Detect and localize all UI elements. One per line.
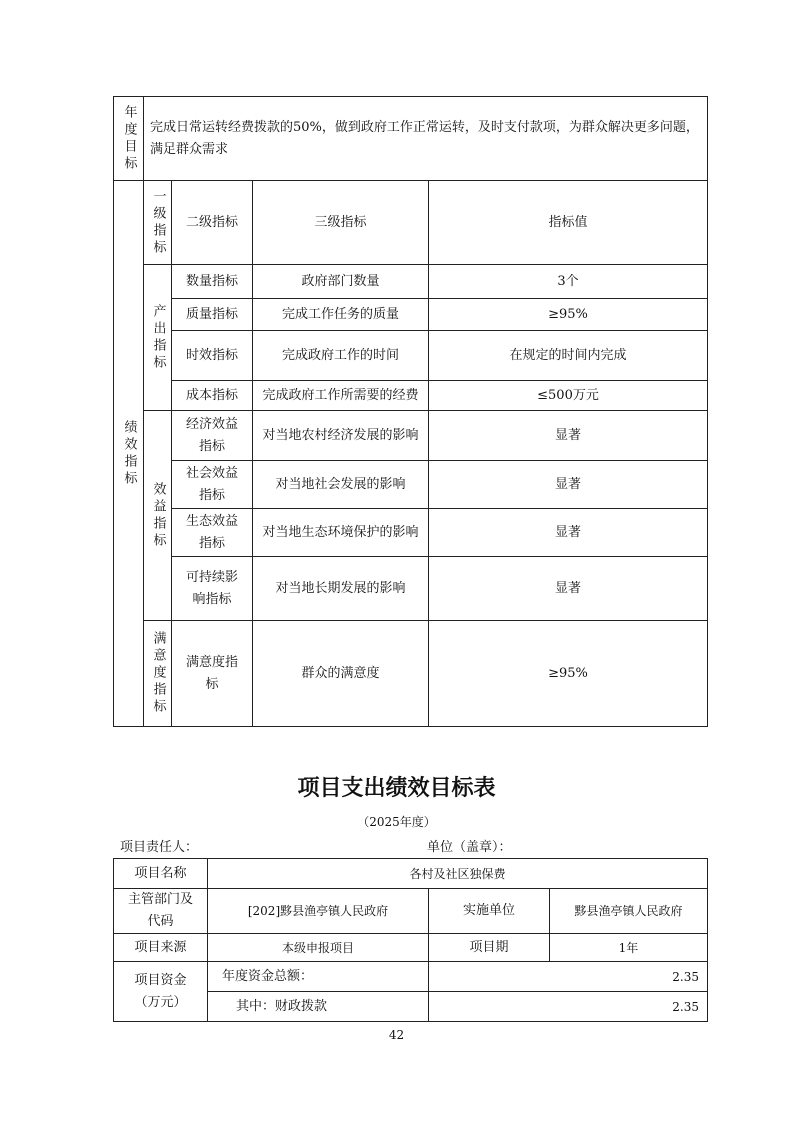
impl-value-text: 黟县渔亭镇人民政府 xyxy=(574,904,683,918)
period-label-text: 项目期 xyxy=(469,939,509,955)
benefit-row-4-l2-text: 可持续影响指标 xyxy=(185,569,238,607)
benefit-indicator-label xyxy=(143,410,172,621)
period-value xyxy=(549,933,708,962)
page-number: 42 xyxy=(388,1028,405,1042)
benefit-row-1-l3 xyxy=(252,410,429,461)
project-name-value-text: 各村及社区独保费 xyxy=(409,866,506,881)
benefit-row-4-value xyxy=(428,556,708,621)
header-level1 xyxy=(143,180,172,265)
output-row-4-l3 xyxy=(252,380,429,411)
benefit-row-4-value-text: 显著 xyxy=(554,580,581,596)
satisfaction-row-l3 xyxy=(252,620,429,727)
output-row-2-l2 xyxy=(171,298,253,331)
fiscal-label-text: 其中：财政拨款 xyxy=(236,998,328,1014)
annual-value-text: 2.35 xyxy=(672,969,699,984)
year-goal-content: 完成日常运转经费拨款的50%，做到政府工作正常运转，及时支付款项，为群众解决更多问题，满足群众需求 xyxy=(150,119,699,157)
impl-label-text: 实施单位 xyxy=(462,903,515,918)
project-name-label-text: 项目名称 xyxy=(134,865,187,881)
section-title: 项目支出绩效目标表 xyxy=(297,776,496,801)
benefit-row-2-value-text: 显著 xyxy=(554,476,581,492)
benefit-row-1-l3-text: 对当地农村经济发展的影响 xyxy=(262,427,419,443)
output-row-3-l2-text: 时效指标 xyxy=(185,347,238,363)
period-value-text: 1年 xyxy=(618,940,639,955)
year-goal-text xyxy=(143,96,708,181)
project-name-value xyxy=(207,858,708,889)
satisfaction-indicator-label xyxy=(143,620,172,727)
project-name-label xyxy=(113,858,208,889)
benefit-indicator-text: 效益指标 xyxy=(150,481,166,550)
benefit-row-3-l2 xyxy=(171,508,253,557)
satisfaction-row-l3-text: 群众的满意度 xyxy=(301,665,380,681)
fiscal-value xyxy=(428,991,708,1022)
output-row-1-value xyxy=(428,264,708,299)
benefit-row-4-l3-text: 对当地长期发展的影响 xyxy=(275,580,406,596)
satisfaction-row-value xyxy=(428,620,708,727)
benefit-row-3-l2-text: 生态效益指标 xyxy=(186,513,239,551)
benefit-row-1-value xyxy=(428,410,708,461)
benefit-row-1-value-text: 显著 xyxy=(554,427,581,443)
benefit-row-2-l2 xyxy=(171,460,253,509)
benefit-row-4-l2 xyxy=(171,556,253,621)
header-level3 xyxy=(252,180,429,265)
benefit-row-2-value xyxy=(428,460,708,509)
output-row-3-l3 xyxy=(252,330,429,381)
output-indicator-label xyxy=(143,264,172,411)
annual-label-text: 年度资金总额： xyxy=(222,968,314,984)
output-row-2-l2-text: 质量指标 xyxy=(185,306,238,322)
year-goal-label xyxy=(113,96,144,181)
header-level2-text: 二级指标 xyxy=(185,214,238,230)
source-value xyxy=(207,933,429,962)
output-row-4-l3-text: 完成政府工作所需要的经费 xyxy=(262,387,419,403)
project-owner-label: 项目责任人： xyxy=(120,840,199,855)
output-row-4-value-text: ≤500万元 xyxy=(537,387,599,403)
output-row-4-l2 xyxy=(171,380,253,411)
output-row-2-value-text: ≥95% xyxy=(548,306,588,322)
impl-label xyxy=(428,888,550,934)
benefit-row-1-l2 xyxy=(171,410,253,461)
header-level1-text: 一级指标 xyxy=(150,188,166,257)
header-level2 xyxy=(171,180,253,265)
fiscal-label xyxy=(207,991,429,1022)
output-row-3-l2 xyxy=(171,330,253,381)
output-row-3-value xyxy=(428,330,708,381)
source-value-text: 本级申报项目 xyxy=(281,940,354,955)
impl-value xyxy=(549,888,708,934)
output-row-1-l3 xyxy=(252,264,429,299)
benefit-row-3-value-text: 显著 xyxy=(554,524,581,540)
benefit-row-3-l3-text: 对当地生态环境保护的影响 xyxy=(262,524,419,540)
dept-value-text: [202]黟县渔亭镇人民政府 xyxy=(247,904,389,918)
output-row-3-l3-text: 完成政府工作的时间 xyxy=(281,347,399,363)
annual-label xyxy=(207,961,429,992)
satisfaction-row-l2 xyxy=(171,620,253,727)
year-line: （2025年度） xyxy=(357,815,436,829)
output-row-1-l2 xyxy=(171,264,253,299)
benefit-row-3-value xyxy=(428,508,708,557)
output-row-1-value-text: 3个 xyxy=(557,273,579,289)
fiscal-value-text: 2.35 xyxy=(672,999,699,1014)
unit-label: 单位（盖章）： xyxy=(427,840,512,855)
header-value-text: 指标值 xyxy=(548,214,588,230)
year-goal-label-text: 年度目标 xyxy=(121,104,137,173)
annual-value xyxy=(428,961,708,992)
output-row-2-l3-text: 完成工作任务的质量 xyxy=(281,306,399,322)
output-row-2-l3 xyxy=(252,298,429,331)
fund-label-text: 项目资金（万元） xyxy=(134,972,187,1010)
output-row-4-l2-text: 成本指标 xyxy=(185,387,238,403)
satisfaction-row-l2-text: 满意度指标 xyxy=(185,654,238,692)
benefit-row-1-l2-text: 经济效益指标 xyxy=(186,416,239,454)
output-row-1-l2-text: 数量指标 xyxy=(185,273,238,289)
output-row-2-value xyxy=(428,298,708,331)
benefit-row-4-l3 xyxy=(252,556,429,621)
output-row-4-value xyxy=(428,380,708,411)
output-row-1-l3-text: 政府部门数量 xyxy=(301,273,380,289)
benefit-row-2-l3 xyxy=(252,460,429,509)
dept-label xyxy=(113,888,208,934)
benefit-row-2-l3-text: 对当地社会发展的影响 xyxy=(275,476,406,492)
perf-indicator-label xyxy=(113,180,144,727)
benefit-row-3-l3 xyxy=(252,508,429,557)
dept-label-text: 主管部门及代码 xyxy=(127,892,193,929)
satisfaction-indicator-text: 满意度指标 xyxy=(150,631,166,716)
header-level3-text: 三级指标 xyxy=(314,214,367,230)
satisfaction-row-value-text: ≥95% xyxy=(548,665,588,681)
source-label xyxy=(113,933,208,962)
output-indicator-text: 产出指标 xyxy=(150,303,166,372)
fund-label xyxy=(113,961,208,1022)
output-row-3-value-text: 在规定的时间内完成 xyxy=(509,347,627,363)
period-label xyxy=(428,933,550,962)
dept-value xyxy=(207,888,429,934)
source-label-text: 项目来源 xyxy=(134,939,187,955)
perf-indicator-text: 绩效指标 xyxy=(121,419,137,488)
benefit-row-2-l2-text: 社会效益指标 xyxy=(186,465,239,503)
header-value xyxy=(428,180,708,265)
